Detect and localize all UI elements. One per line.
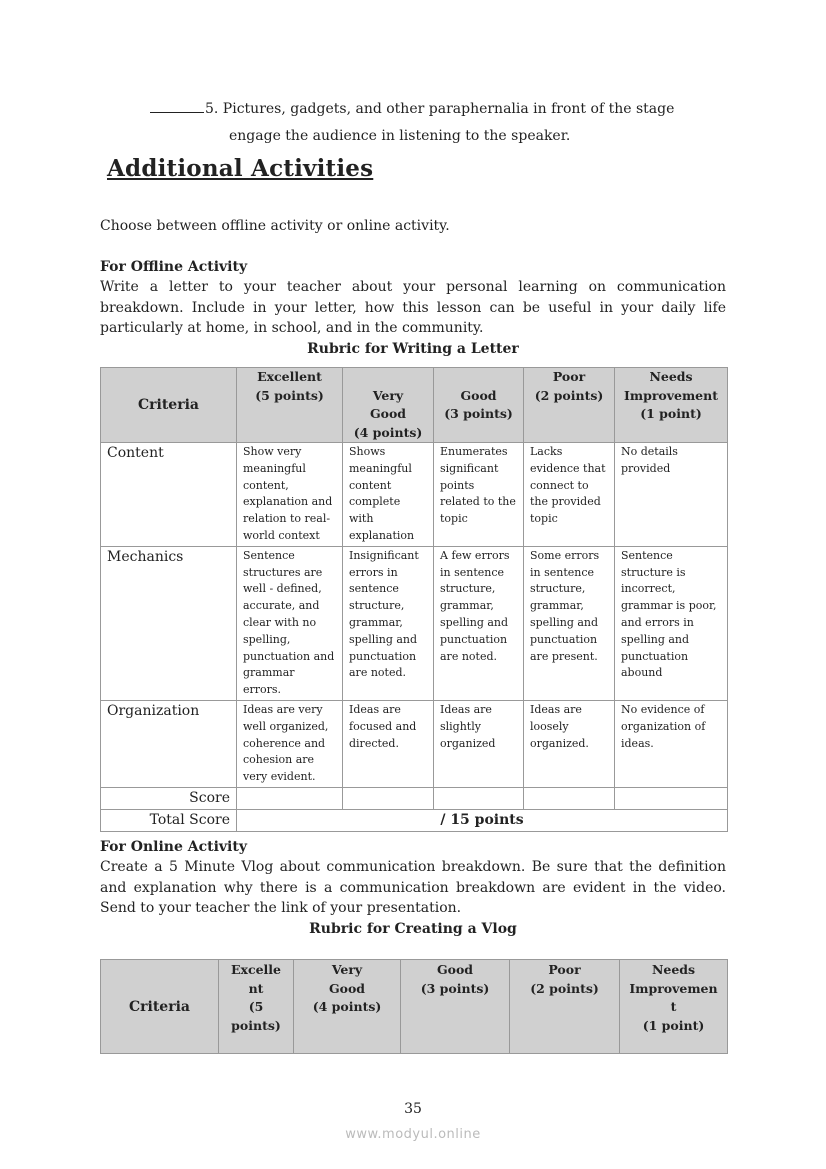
criteria-cell: Content: [101, 443, 237, 547]
criteria-cell: Mechanics: [101, 546, 237, 700]
rating-header: Needs Improvement (1 point): [615, 368, 728, 443]
rubric-cell: Lacks evidence that connect to the provided topic: [524, 443, 615, 547]
total-score-value: / 15 points: [237, 809, 728, 831]
rubric-cell: Ideas are very well organized, coherence and cohesion are very evident.: [237, 700, 343, 787]
rubric-cell: Sentence structure is incorrect, grammar is poor, and errors in spelling and punctuation abound: [615, 546, 728, 700]
rating-header: Excelle nt (5 points): [219, 960, 294, 1054]
vlog-rubric-table: [100, 959, 728, 1054]
table-row: [101, 443, 728, 547]
score-cell[interactable]: [524, 787, 615, 809]
total-score-row: [101, 809, 728, 831]
rubric-cell: Enumerates significant points related to the topic: [434, 443, 524, 547]
item-5-line-1: [150, 99, 674, 120]
offline-instructions: Write a letter to your teacher about your personal learning on communication breakdown. Include in your letter, how this lesson can be useful in your daily life particularly at home, in school, and in the community.: [100, 279, 726, 336]
rating-header: Good (3 points): [434, 368, 524, 443]
header-row: [101, 368, 728, 443]
rubric-cell: A few errors in sentence structure, grammar, spelling and punctuation are noted.: [434, 546, 524, 700]
rubric-cell: Sentence structures are well - defined, accurate, and clear with no spelling, punctuation and grammar errors.: [237, 546, 343, 700]
criteria-header: Criteria: [101, 368, 237, 443]
score-cell[interactable]: [615, 787, 728, 809]
letter-rubric-table: [100, 367, 728, 832]
total-score-label: Total Score: [101, 809, 237, 831]
criteria-header: Criteria: [101, 960, 219, 1054]
score-cell[interactable]: [434, 787, 524, 809]
answer-blank[interactable]: [150, 99, 204, 113]
offline-title: For Offline Activity: [100, 259, 248, 275]
rating-header: Excellent (5 points): [237, 368, 343, 443]
online-instructions: Create a 5 Minute Vlog about communication breakdown. Be sure that the definition and explanation why there is a communication breakdown are evident in the video. Send to your teacher the link of your presentation.: [100, 859, 726, 916]
score-cell[interactable]: [237, 787, 343, 809]
table-row: [101, 700, 728, 787]
rubric-cell: Shows meaningful content complete with explanation: [343, 443, 434, 547]
rubric-cell: Show very meaningful content, explanation and relation to real-world context: [237, 443, 343, 547]
letter-rubric-title: Rubric for Writing a Letter: [307, 341, 519, 357]
item-5-text: 5. Pictures, gadgets, and other paraphernalia in front of the stage: [205, 101, 675, 117]
rating-header: Very Good (4 points): [294, 960, 401, 1054]
rating-header: Very Good (4 points): [343, 368, 434, 443]
section-heading: Additional Activities: [107, 155, 374, 182]
rubric-cell: Some errors in sentence structure, grammar, spelling and punctuation are present.: [524, 546, 615, 700]
rubric-cell: Ideas are focused and directed.: [343, 700, 434, 787]
score-row: [101, 787, 728, 809]
score-label: Score: [101, 787, 237, 809]
rating-header: Poor (2 points): [510, 960, 620, 1054]
rubric-cell: Ideas are slightly organized: [434, 700, 524, 787]
rubric-cell: Ideas are loosely organized.: [524, 700, 615, 787]
vlog-rubric-title: Rubric for Creating a Vlog: [309, 921, 517, 937]
rubric-cell: No details provided: [615, 443, 728, 547]
rubric-cell: No evidence of organization of ideas.: [615, 700, 728, 787]
header-row: [101, 960, 728, 1054]
rating-header: Needs Improvemen t (1 point): [620, 960, 728, 1054]
page-number: 35: [404, 1101, 422, 1117]
watermark: www.modyul.online: [345, 1127, 481, 1142]
criteria-cell: Organization: [101, 700, 237, 787]
intro-text: Choose between offline activity or online activity.: [100, 218, 450, 234]
score-cell[interactable]: [343, 787, 434, 809]
rating-header: Poor (2 points): [524, 368, 615, 443]
rubric-cell: Insignificant errors in sentence structure, grammar, spelling and punctuation are noted.: [343, 546, 434, 700]
online-title: For Online Activity: [100, 839, 247, 855]
rating-header: Good (3 points): [401, 960, 510, 1054]
table-row: [101, 546, 728, 700]
item-5-line-2: engage the audience in listening to the speaker.: [229, 128, 571, 144]
